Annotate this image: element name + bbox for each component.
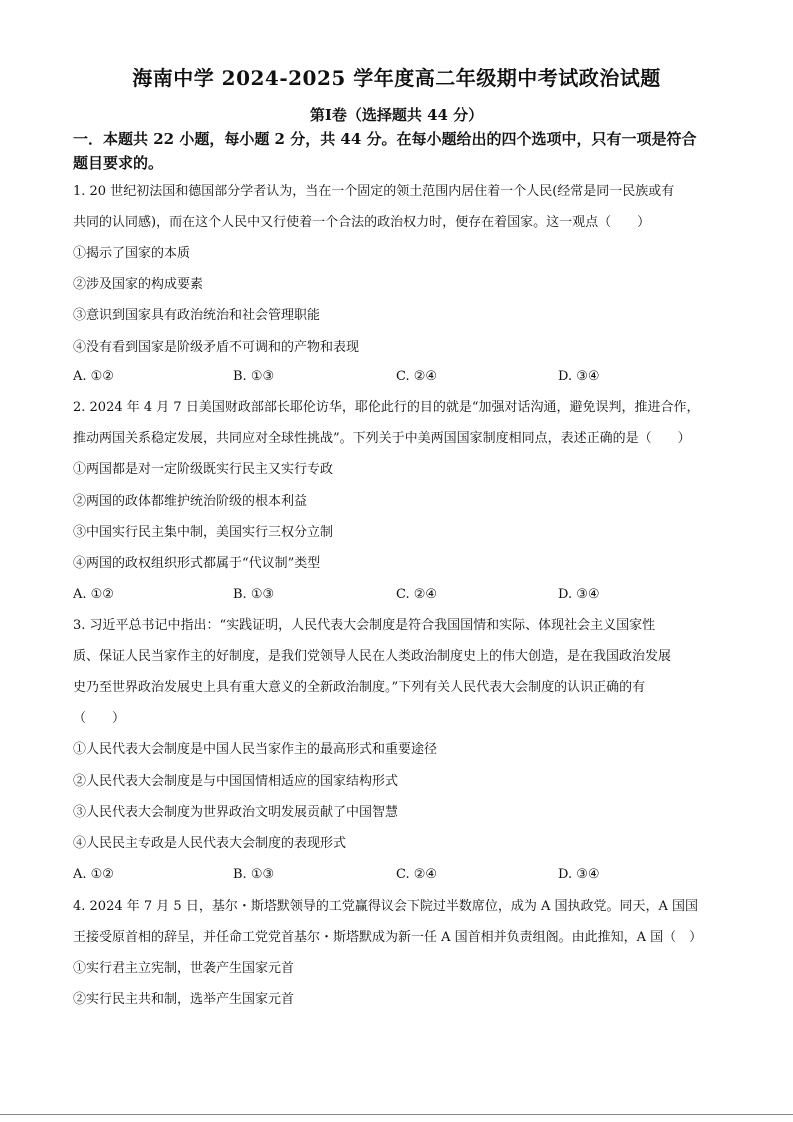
- question-1-item-2: ②涉及国家的构成要素: [73, 277, 204, 292]
- question-2-line-1: 2. 2024 年 4 月 7 日美国财政部部长耶伦访华，耶伦此行的目的就是“加强对话沟通，避免误判，推进合作，: [73, 400, 700, 415]
- section-instruction-line-1: 一．本题共 22 小题，每小题 2 分，共 44 分。在每小题给出的四个选项中，只有一项是符合: [73, 130, 697, 148]
- question-2-line-2: 推动两国关系稳定发展，共同应对全球性挑战”。下列关于中美两国国家制度相同点，表述正确的是（ ）: [73, 431, 691, 446]
- question-3-line-1: 3. 习近平总书记中指出：“实践证明，人民代表大会制度是符合我国国情和实际、体现社会主义国家性: [73, 618, 656, 633]
- question-1-item-1: ①揭示了国家的本质: [73, 246, 191, 261]
- question-1-line-2: 共同的认同感)，而在这个人民中又行使着一个合法的政治权力时，便存在着国家。这一观点（ ）: [73, 215, 651, 230]
- question-2-option-d: D. ③④: [558, 587, 600, 602]
- question-2-item-3: ③中国实行民主集中制，美国实行三权分立制: [73, 525, 334, 540]
- question-1-option-a: A. ①②: [73, 369, 114, 384]
- question-3-item-4: ④人民民主专政是人民代表大会制度的表现形式: [73, 836, 347, 851]
- question-1-option-c: C. ②④: [396, 369, 438, 384]
- question-4-line-2: 王接受原首相的辞呈，并任命工党党首基尔・斯塔默成为新一任 A 国首相并负责组阁。由此推知，A 国（ ）: [73, 930, 703, 945]
- question-1-options: [73, 368, 733, 386]
- question-4-item-2: ②实行民主共和制，选举产生国家元首: [73, 992, 295, 1007]
- question-4-item-1: ①实行君主立宪制，世袭产生国家元首: [73, 961, 295, 976]
- question-3-option-a: A. ①②: [73, 867, 114, 882]
- question-3-item-2: ②人民代表大会制度是与中国国情相适应的国家结构形式: [73, 774, 399, 789]
- question-2-option-c: C. ②④: [396, 587, 438, 602]
- question-4-line-1: 4. 2024 年 7 月 5 日，基尔・斯塔默领导的工党赢得议会下院过半数席位，成为 A 国执政党。同天，A 国国: [73, 899, 698, 914]
- question-3-option-d: D. ③④: [558, 867, 600, 882]
- question-2-item-1: ①两国都是对一定阶级既实行民主又实行专政: [73, 462, 334, 477]
- page-bottom-divider: [0, 1114, 793, 1115]
- question-2-item-4: ④两国的政权组织形式都属于“代议制”类型: [73, 556, 321, 571]
- question-3-item-3: ③人民代表大会制度为世界政治文明发展贡献了中国智慧: [73, 805, 399, 820]
- section-instruction-line-2: 题目要求的。: [73, 154, 164, 172]
- page-title: 海南中学 2024-2025 学年度高二年级期中考试政治试题: [132, 66, 661, 90]
- question-3-options: [73, 866, 733, 884]
- question-1-line-1: 1. 20 世纪初法国和德国部分学者认为，当在一个固定的领土范围内居住着一个人民(经常是同一民族或有: [73, 184, 675, 199]
- question-2-option-a: A. ①②: [73, 587, 114, 602]
- question-1-item-3: ③意识到国家具有政治统治和社会管理职能: [73, 308, 321, 323]
- question-2-options: [73, 586, 733, 604]
- question-2-item-2: ②两国的政体都维护统治阶级的根本利益: [73, 494, 308, 509]
- question-1-option-b: B. ①③: [233, 369, 275, 384]
- question-3-item-1: ①人民代表大会制度是中国人民当家作主的最高形式和重要途径: [73, 742, 438, 757]
- question-3-line-3: 史乃至世界政治发展史上具有重大意义的全新政治制度。”下列有关人民代表大会制度的认识正确的有: [73, 680, 646, 695]
- question-3-option-b: B. ①③: [233, 867, 275, 882]
- question-3-line-4: （ ）: [73, 711, 126, 726]
- question-3-option-c: C. ②④: [396, 867, 438, 882]
- question-2-option-b: B. ①③: [233, 587, 275, 602]
- question-1-item-4: ④没有看到国家是阶级矛盾不可调和的产物和表现: [73, 340, 360, 355]
- section-subtitle: 第Ⅰ卷（选择题共 44 分）: [309, 106, 484, 124]
- question-1-option-d: D. ③④: [558, 369, 600, 384]
- question-3-line-2: 质、保证人民当家作主的好制度，是我们党领导人民在人类政治制度史上的伟大创造，是在我国政治发展: [73, 649, 672, 664]
